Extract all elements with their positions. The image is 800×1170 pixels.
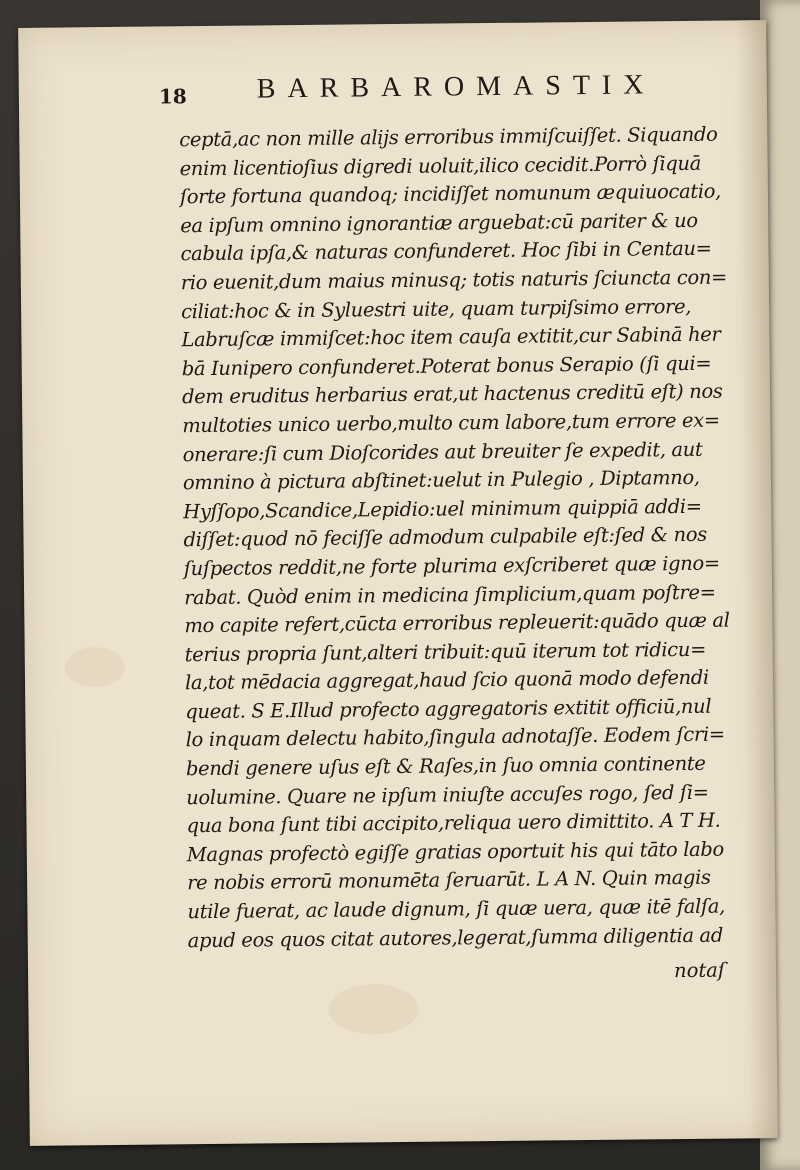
- text-line: enim licentioſius digredi uoluit,ilico cecidit.Porrò ſiquā: [179, 151, 702, 180]
- text-line: uolumine. Quare ne ipſum iniuſte accuſes rogo, ſed ſi=: [186, 780, 709, 809]
- text-line: rio euenit,dum maius minusq; totis naturis ſciuncta con=: [180, 265, 728, 295]
- text-line: ciliat:hoc & in Syluestri uite, quam turpiſsimo errore,: [181, 294, 692, 323]
- catchword: notaſ: [673, 958, 726, 983]
- body-text: [179, 120, 748, 955]
- text-line: re nobis errorū monumēta ſeruarūt. L A N. Quin magis: [187, 866, 711, 895]
- text-line: rabat. Quòd enim in medicina ſimplicium,quam poſtre=: [184, 580, 716, 609]
- text-line: apud eos quos citat autores,legerat,ſumma diligentia ad: [187, 923, 724, 952]
- text-line: qua bona ſunt tibi accipito,reliqua uero dimittito. A T H.: [186, 808, 721, 838]
- text-line: onerare:ſi cum Dioſcorides aut breuiter ſe expedit, aut: [182, 437, 703, 466]
- text-line: ceptā,ac non mille alijs erroribus immiſcuiſſet. Siquando: [179, 122, 718, 152]
- text-line: ea ipſum omnino ignorantiæ arguebat:cū pariter & uo: [180, 208, 698, 238]
- text-line: Hyſſopo,Scandice,Lepidio:uel minimum quippiā addi=: [183, 494, 702, 523]
- text-line: bā Iunipero confunderet.Poterat bonus Serapio (ſi qui=: [181, 351, 712, 381]
- text-line: lo inquam delectu habito,ſingula adnotaſſe. Eodem ſcri=: [185, 723, 725, 752]
- text-line: dem eruditus herbarius erat,ut hactenus creditū eſt) nos: [181, 379, 723, 409]
- text-line: utile fuerat, ac laude dignum, ſi quæ uera, quæ itē falſa,: [187, 894, 726, 924]
- text-line: Magnas profectò egiſſe gratias oportuit his qui tāto labo: [186, 837, 724, 867]
- paper-stain: [65, 647, 125, 688]
- text-line: multoties unico uerbo,multo cum labore,tum errore ex=: [182, 408, 720, 438]
- text-line: terius propria ſunt,alteri tribuit:quū iterum tot ridicu=: [184, 637, 707, 666]
- text-line: bendi genere uſus eſt & Raſes,in ſuo omnia continente: [185, 751, 706, 781]
- running-head: BARBAROMASTIX: [256, 69, 656, 105]
- text-line: ſorte fortuna quandoq; incidiſſet nomunum æquiuocatio,: [179, 179, 722, 209]
- text-line: la,tot mēdacia aggregat,haud ſcio quonā modo defendi: [184, 666, 709, 695]
- text-line: mo capite refert,cūcta erroribus repleuerit:quādo quæ al: [184, 608, 730, 638]
- page-header: [159, 69, 679, 114]
- page-number: 18: [158, 84, 187, 109]
- text-line: diſſet:quod nō feciſſe admodum culpabile eſt:ſed & nos: [183, 523, 707, 552]
- text-line: queat. S E.Illud profecto aggregatoris extitit officiū,nul: [185, 694, 712, 724]
- book-page: [18, 20, 778, 1146]
- paper-stain: [328, 984, 419, 1035]
- text-line: ſuſpectos reddit,ne forte plurima exſcriberet quæ igno=: [183, 551, 720, 581]
- text-line: cabula ipſa,& naturas confunderet. Hoc ſibi in Centau=: [180, 237, 712, 266]
- text-line: omnino à pictura abſtinet:uelut in Pulegio , Diptamno,: [182, 465, 700, 495]
- text-line: Labruſcæ immiſcet:hoc item cauſa extitit,cur Sabinā her: [181, 322, 721, 352]
